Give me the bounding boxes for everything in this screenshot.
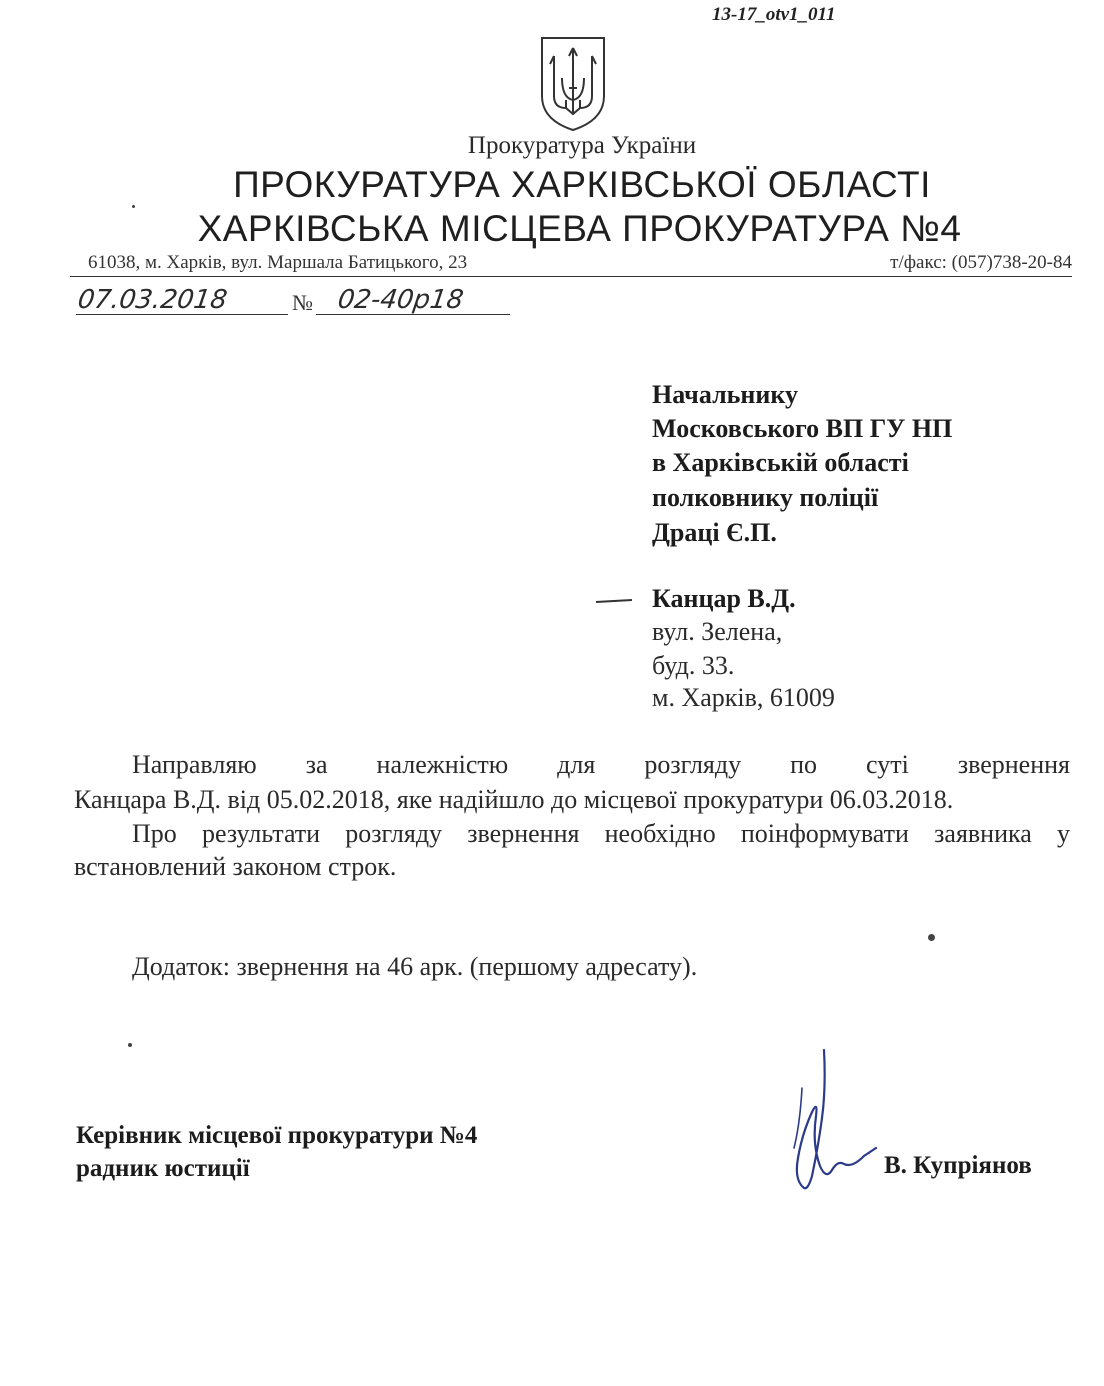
- body-paragraph-1-line-1: Направляю за належністю для розгляду по суті звернення: [132, 750, 1070, 779]
- attachment-note: Додаток: звернення на 46 арк. (першому адресату).: [132, 952, 698, 981]
- header-divider: [70, 276, 1072, 277]
- registration-number-label: №: [292, 290, 313, 315]
- body-paragraph-1-line-2: Канцара В.Д. від 05.02.2018, яке надійшло до місцевої прокуратури 06.03.2018.: [74, 785, 954, 814]
- trident-emblem-icon: [536, 34, 610, 134]
- document-code: 13-17_otv1_011: [712, 4, 836, 25]
- organization-name: ПРОКУРАТУРА ХАРКІВСЬКОЇ ОБЛАСТІ: [233, 164, 931, 205]
- scan-speck: [128, 1043, 132, 1047]
- registration-date-line: [76, 314, 288, 315]
- copy-recipient-name: Канцар В.Д.: [652, 584, 796, 613]
- copy-address-line: вул. Зелена,: [652, 617, 783, 646]
- recipient-line: в Харківській області: [652, 448, 909, 477]
- registration-date: 07.03.2018: [75, 285, 229, 315]
- sub-organization-name: ХАРКІВСЬКА МІСЦЕВА ПРОКУРАТУРА №4: [197, 208, 962, 249]
- body-paragraph-2-line-1: Про результати розгляду звернення необхідно поінформувати заявника у: [132, 819, 1070, 848]
- scan-speck: [132, 205, 135, 208]
- copy-address-line: буд. 33.: [652, 651, 735, 680]
- body-paragraph-2-line-2: встановлений законом строк.: [74, 852, 397, 881]
- recipient-line: Драці Є.П.: [652, 518, 777, 547]
- recipient-line: Начальнику: [652, 380, 798, 409]
- recipient-line: полковнику поліції: [652, 483, 879, 512]
- recipient-line: Московського ВП ГУ НП: [652, 414, 953, 443]
- scan-speck: [928, 934, 935, 941]
- registration-number: 02-40р18: [335, 285, 466, 315]
- copy-address-line: м. Харків, 61009: [652, 683, 835, 712]
- registration-number-line: [316, 314, 510, 315]
- organization-phone: т/факс: (057)738-20-84: [890, 252, 1072, 273]
- copy-mark: [596, 599, 632, 603]
- signatory-rank: радник юстиції: [76, 1155, 250, 1182]
- organization-address: 61038, м. Харків, вул. Маршала Батицького, 23: [88, 252, 468, 273]
- handwritten-signature-icon: [772, 1048, 882, 1198]
- parent-organization: Прокуратура України: [467, 132, 697, 159]
- signatory-title: Керівник місцевої прокуратури №4: [76, 1122, 478, 1149]
- signatory-name: В. Купріянов: [884, 1152, 1032, 1179]
